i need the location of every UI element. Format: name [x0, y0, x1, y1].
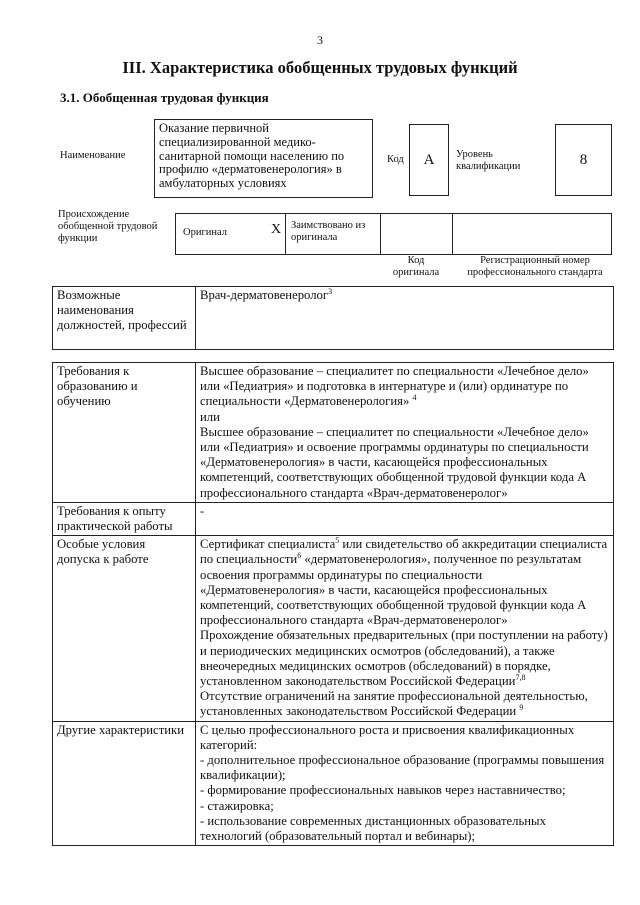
education-paragraph-1: [200, 364, 609, 410]
list-item: - формирование профессиональных навыков через наставничество;: [200, 783, 566, 798]
special-text-1b: или свидетельство об аккредитации специалиста по специальности: [200, 537, 608, 567]
special-text-1a: Сертификат специалиста: [200, 537, 336, 552]
original-mark: X: [271, 222, 282, 237]
section-title: III. Характеристика обобщенных трудовых функций: [122, 58, 518, 77]
list-item: - дополнительное профессиональное образование (программы повышения квалификации);: [200, 753, 605, 783]
special-text-2: Прохождение обязательных предварительных (при поступлении на работу) и периодических медицинских осмотров (обследований), а также внеочередных медицинских осмотров (обследований) в порядке, установленном законодательством Российской Федерации: [200, 628, 608, 689]
table-row: [53, 536, 614, 721]
special-value: [196, 536, 614, 721]
requirements-table: [52, 362, 614, 846]
special-text-3: Отсутствие ограничений на занятие профессиональной деятельностью, установленных законодательством Российской Федерации: [200, 689, 588, 719]
special-paragraph-2: [200, 628, 609, 689]
education-or: или: [200, 409, 220, 424]
positions-table: [52, 286, 614, 350]
divider: [285, 213, 286, 255]
footnote-ref: 6: [297, 551, 302, 561]
list-item: - стажировка;: [200, 798, 274, 813]
table-row: [53, 363, 614, 503]
footnote-ref: 4: [412, 393, 417, 403]
other-value: [196, 721, 614, 846]
education-label: Требования к образованию и обучению: [53, 363, 196, 503]
level-label: Уровень квалификации: [456, 149, 521, 172]
footnote-ref: 3: [328, 286, 333, 296]
name-label: Наименование: [60, 150, 126, 161]
experience-label: Требования к опыту практической работы: [53, 502, 196, 535]
other-label: Другие характеристики: [53, 721, 196, 846]
code-value: А: [409, 124, 449, 196]
divider: [452, 213, 453, 255]
origin-row: [175, 213, 612, 255]
list-item: - использование современных дистанционных образовательных технологий (образовательный портал и вебинары);: [200, 813, 546, 844]
positions-label: Возможные наименования должностей, профессий: [53, 287, 196, 350]
positions-value: [196, 287, 614, 350]
name-value: Оказание первичной специализированной медико-санитарной помощи населению по профилю «дерматовенерология» в амбулаторных условиях: [154, 119, 373, 198]
experience-value: -: [196, 502, 614, 535]
special-paragraph-3: [200, 689, 609, 719]
special-label: Особые условия допуска к работе: [53, 536, 196, 721]
code-original-caption: Код оригинала: [392, 255, 440, 278]
reg-number-caption: Регистрационный номер профессионального стандарта: [467, 255, 603, 278]
education-value: [196, 363, 614, 503]
special-text-1c: «дерматовенерология», полученное по результатам освоения программы ординатуры по специальности «Дерматовенерология» в части, касающейся профессиональных компетенций, соответствующих обобщенной трудовой функции кода А профессионального стандарта «Врач-дерматовенеролог»: [200, 552, 587, 628]
code-label: Код: [387, 154, 404, 165]
list-item: С целью профессионального роста и присвоения квалификационных категорий:: [200, 722, 575, 752]
positions-text: Врач-дерматовенеролог: [200, 288, 329, 302]
divider: [380, 213, 381, 255]
education-paragraph-2: Высшее образование – специалитет по специальности «Лечебное дело» или «Педиатрия» и освоение программы ординатуры по специальности «Дерматовенерология» в части, касающейся профессиональных компетенций, соответствующих обобщенной трудовой функции кода А профессионального стандарта «Врач-дерматовенеролог»: [200, 424, 589, 500]
table-row: [53, 502, 614, 535]
special-paragraph-1: [200, 537, 609, 628]
footnote-ref: 5: [335, 536, 340, 545]
education-text-1: Высшее образование – специалитет по специальности «Лечебное дело» или «Педиатрия» и подготовка в интернатуре и (или) ординатуре по специальности «Дерматовенерология»: [200, 364, 589, 409]
page-number: 3: [317, 33, 323, 47]
footnote-ref: 9: [519, 703, 524, 713]
level-value: 8: [555, 124, 612, 196]
table-row: [53, 721, 614, 846]
borrowed-label: Заимствовано из оригинала: [291, 220, 366, 243]
footnote-ref: 7,8: [515, 672, 526, 682]
original-label: Оригинал: [183, 227, 227, 238]
origin-label: Происхождение обобщенной трудовой функции: [58, 209, 158, 244]
subsection-title: 3.1. Обобщенная трудовая функция: [60, 90, 269, 105]
